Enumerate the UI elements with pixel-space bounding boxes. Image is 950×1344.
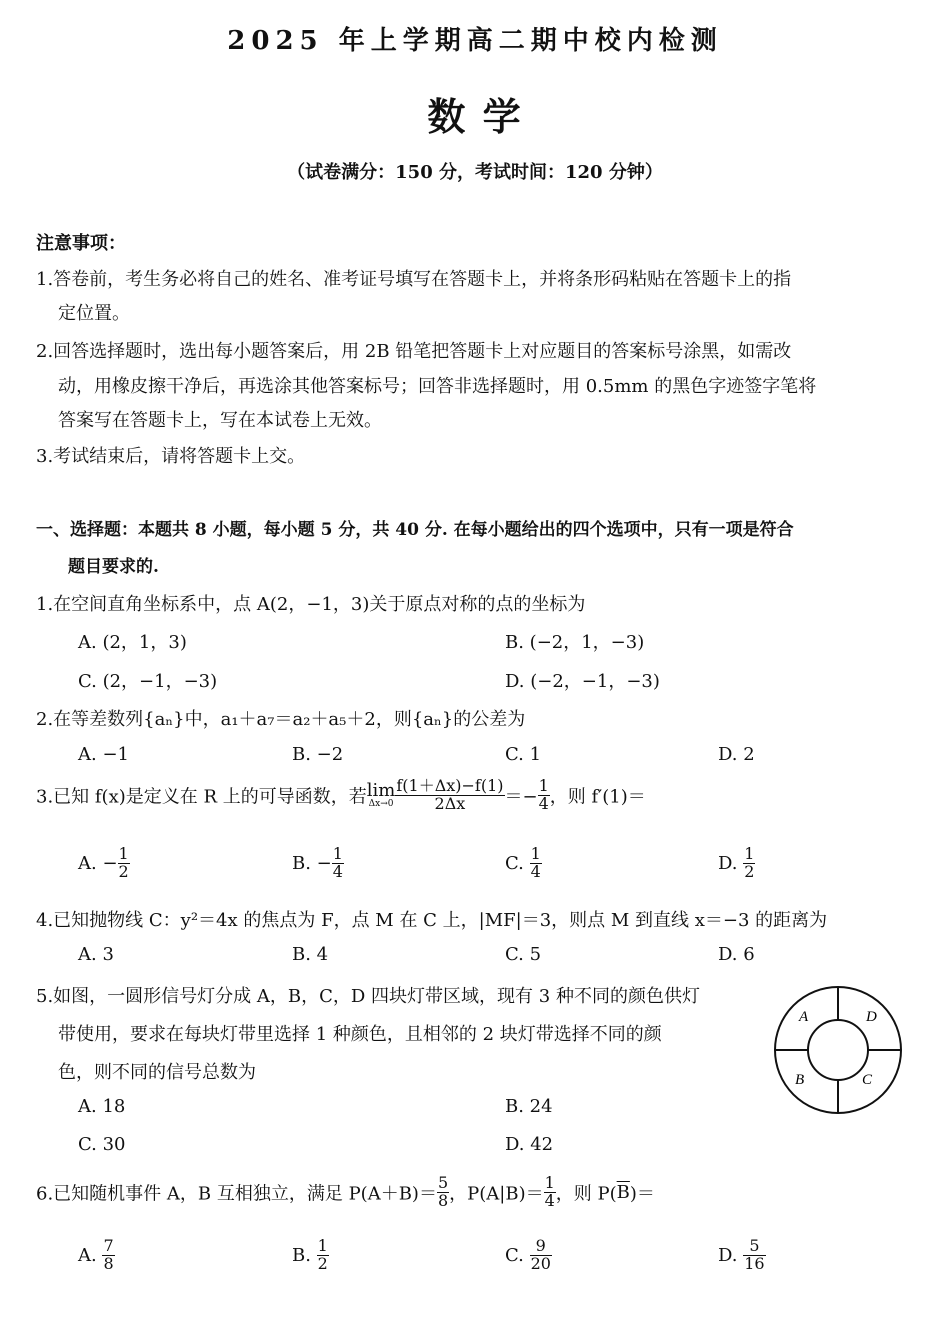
q6-a-num: 7 [103, 1236, 114, 1255]
q3-a-num: 1 [118, 844, 129, 863]
q6-b-num: 1 [317, 1236, 328, 1255]
q3-option-d-frac [743, 846, 755, 881]
q6-option-d [718, 1238, 766, 1273]
q3-option-a-prefix: A. − [78, 852, 118, 874]
q6-stem-pre: 6.已知随机事件 A，B 互相独立，满足 P(A＋B)＝ [36, 1183, 437, 1205]
q6-option-a-prefix: A. [78, 1244, 103, 1266]
q6-frac-1-den: 8 [437, 1190, 449, 1210]
q3-stem [36, 778, 646, 813]
q3-stem-post: ，则 f′(1)＝ [549, 786, 646, 808]
q3-stem-mid: ＝− [504, 786, 538, 808]
q5-option-a: A. 18 [78, 1096, 126, 1117]
subject-title: 数 学 [427, 94, 523, 139]
note-2-line-3: 答案写在答题卡上，写在本试卷上无效。 [58, 410, 382, 431]
q3-b-den: 4 [332, 861, 343, 881]
q5-stem-line-3: 色，则不同的信号总数为 [58, 1062, 256, 1083]
q4-stem: 4.已知抛物线 C：y²＝4x 的焦点为 F，点 M 在 C 上，|MF|＝3，则点 M 到直线 x＝−3 的距离为 [36, 910, 828, 931]
q6-frac-1-num: 5 [437, 1173, 449, 1192]
q3-d-num: 1 [744, 844, 755, 863]
note-2-line-2: 动，用橡皮擦干净后，再选涂其他答案标号；回答非选择题时，用 0.5mm 的黑色字迹签字笔将 [58, 376, 817, 397]
q3-fraction-num: f(1＋Δx)−f(1) [396, 776, 504, 795]
section-heading-line-2: 题目要求的. [68, 557, 159, 577]
q6-c-den: 20 [530, 1253, 551, 1273]
q3-c-num: 1 [530, 844, 541, 863]
q3-option-d [718, 846, 755, 881]
q6-option-d-prefix: D. [718, 1244, 744, 1266]
q4-option-c: C. 5 [505, 944, 542, 965]
q6-option-a [78, 1238, 115, 1273]
q3-option-b-prefix: B. − [292, 852, 332, 874]
q3-lim-word: lim [366, 779, 396, 801]
q3-option-c-frac [530, 846, 542, 881]
exam-info: （试卷满分：150 分，考试时间：120 分钟） [287, 162, 663, 183]
q2-option-a: A. −1 [78, 744, 129, 765]
note-1-line-1: 1.答卷前，考生务必将自己的姓名、准考证号填写在答题卡上，并将条形码粘贴在答题卡上的指 [36, 269, 792, 290]
q6-d-den: 16 [744, 1253, 765, 1273]
q6-option-c-frac [530, 1238, 552, 1273]
q3-option-d-prefix: D. [718, 852, 744, 874]
q6-option-b-prefix: B. [292, 1244, 317, 1266]
q2-stem: 2.在等差数列{aₙ}中，a₁＋a₇＝a₂＋a₅＋2，则{aₙ}的公差为 [36, 709, 526, 730]
q2-option-d: D. 2 [718, 744, 755, 765]
note-2-line-1: 2.回答选择题时，选出每小题答案后，用 2B 铅笔把答题卡上对应题目的答案标号涂黑，如需改 [36, 341, 792, 362]
q1-option-c: C. (2，−1，−3) [78, 671, 218, 692]
q6-b-complement: $\overline{B}$ [616, 1181, 630, 1203]
q3-rhs-den: 4 [538, 793, 549, 813]
q3-option-a-frac [118, 846, 130, 881]
q6-stem [36, 1175, 655, 1210]
q3-rhs-num: 1 [538, 776, 549, 795]
q1-option-d: D. (−2，−1，−3) [505, 671, 660, 692]
q3-b-num: 1 [332, 844, 343, 863]
q5-option-c: C. 30 [78, 1134, 126, 1155]
q6-option-b [292, 1238, 329, 1273]
q6-option-a-frac [102, 1238, 114, 1273]
q6-c-num: 9 [530, 1238, 552, 1256]
q3-option-b [292, 846, 344, 881]
q6-frac-2-num: 1 [544, 1173, 555, 1192]
region-label-d: D [866, 1009, 877, 1025]
q6-frac-2-den: 4 [544, 1190, 555, 1210]
q5-option-d: D. 42 [505, 1134, 554, 1155]
q6-frac-1 [437, 1175, 449, 1210]
q5-stem-line-1: 5.如图，一圆形信号灯分成 A，B，C，D 四块灯带区域，现有 3 种不同的颜色供灯 [36, 986, 700, 1007]
region-label-a: A [799, 1009, 809, 1025]
q3-a-den: 2 [118, 861, 129, 881]
q5-option-b: B. 24 [505, 1096, 553, 1117]
region-label-b: B [795, 1072, 805, 1088]
q6-option-d-frac [743, 1238, 765, 1273]
q2-option-c: C. 1 [505, 744, 542, 765]
q2-option-b: B. −2 [292, 744, 344, 765]
q6-option-c [505, 1238, 552, 1273]
q3-fraction-den: 2Δx [434, 793, 466, 813]
q3-limit [366, 779, 396, 809]
q4-option-d: D. 6 [718, 944, 755, 965]
q3-option-a [78, 846, 130, 881]
q3-option-c-prefix: C. [505, 852, 530, 874]
q6-b-den: 2 [317, 1253, 328, 1273]
signal-light-figure [765, 986, 911, 1114]
section-heading-line-1: 一、选择题：本题共 8 小题，每小题 5 分，共 40 分. 在每小题给出的四个选项中，只有一项是符合 [36, 520, 794, 540]
q6-d-num: 5 [743, 1238, 765, 1256]
q6-option-c-prefix: C. [505, 1244, 530, 1266]
region-label-c: C [862, 1072, 873, 1088]
q3-option-b-frac [332, 846, 344, 881]
q3-c-den: 4 [530, 861, 541, 881]
note-3-line-1: 3.考试结束后，请将答题卡上交。 [36, 446, 306, 467]
q3-stem-pre: 3.已知 f(x)是定义在 R 上的可导函数，若 [36, 786, 367, 808]
q3-d-den: 2 [744, 861, 755, 881]
notes-heading: 注意事项： [36, 233, 126, 254]
q6-frac-2 [544, 1175, 556, 1210]
q1-option-a: A. (2，1，3) [78, 632, 187, 653]
q6-stem-post-a: ，则 P( [555, 1183, 617, 1205]
q6-a-den: 8 [103, 1253, 114, 1273]
q1-stem: 1.在空间直角坐标系中，点 A(2，−1，3)关于原点对称的点的坐标为 [36, 594, 586, 615]
q3-fraction [395, 778, 504, 813]
q4-option-b: B. 4 [292, 944, 329, 965]
q6-stem-post-b: )＝ [629, 1183, 655, 1205]
q3-rhs-fraction [538, 778, 550, 813]
note-1-line-2: 定位置。 [58, 303, 130, 324]
q3-option-c [505, 846, 542, 881]
q4-option-a: A. 3 [78, 944, 114, 965]
q6-stem-mid: ，P(A|B)＝ [449, 1183, 544, 1205]
q1-option-b: B. (−2，1，−3) [505, 632, 645, 653]
q5-stem-line-2: 带使用，要求在每块灯带里选择 1 种颜色，且相邻的 2 块灯带选择不同的颜 [58, 1024, 662, 1045]
q6-option-b-frac [317, 1238, 329, 1273]
inner-ring [808, 1020, 868, 1080]
exam-title: 2025 年上学期高二期中校内检测 [227, 26, 723, 56]
q3-lim-sub: Δx→0 [368, 798, 394, 809]
